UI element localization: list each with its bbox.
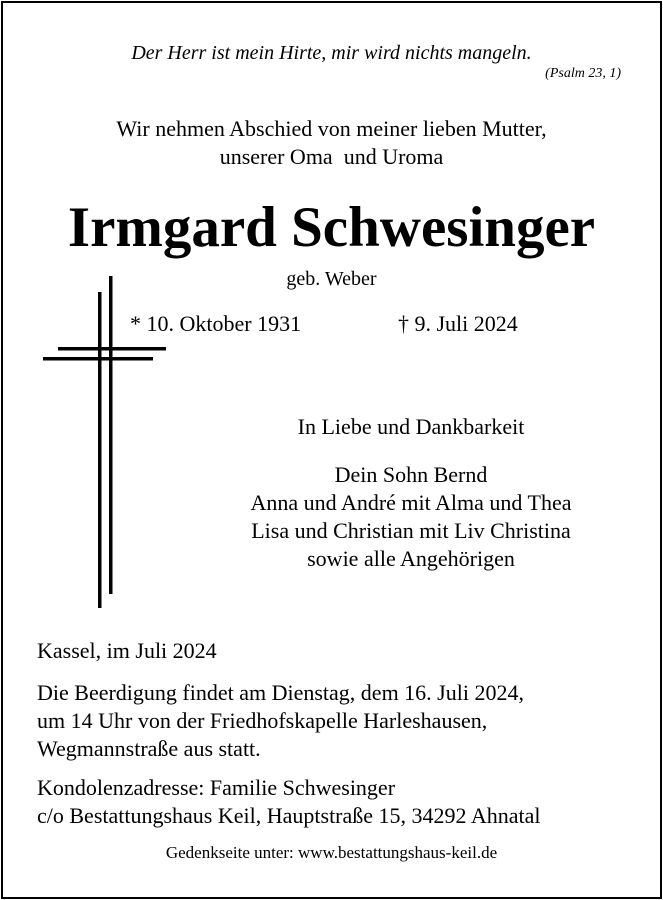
cross-vertical-left [98, 292, 102, 608]
cross-vertical-right [109, 276, 113, 594]
condolence-line-2: c/o Bestattungshaus Keil, Hauptstraße 15, 34292 Ahnatal [37, 803, 541, 828]
cross-horizontal-bottom [43, 357, 153, 361]
death-date: † 9. Juli 2024 [398, 311, 518, 336]
funeral-details [37, 679, 524, 763]
mourners-block [211, 413, 611, 573]
farewell-intro [0, 115, 663, 171]
condolence-address [37, 774, 540, 830]
funeral-line-2: um 14 Uhr von der Friedhofskapelle Harleshausen, [37, 708, 488, 733]
farewell-intro-line-2: unserer Oma und Uroma [219, 144, 444, 169]
cross-horizontal-top [58, 347, 166, 351]
cross-icon [40, 276, 180, 612]
psalm-quote: Der Herr ist mein Hirte, mir wird nichts mangeln. [131, 42, 532, 64]
deceased-name: Irmgard Schwesinger [67, 196, 596, 259]
mourner-line-3: Lisa und Christian mit Liv Christina [251, 518, 571, 543]
place-and-date: Kassel, im Juli 2024 [37, 638, 217, 663]
farewell-intro-line-1: Wir nehmen Abschied von meiner lieben Mutter, [116, 116, 547, 141]
memorial-page-link: Gedenkseite unter: www.bestattungshaus-keil.de [165, 843, 498, 862]
birth-date: * 10. Oktober 1931 [130, 311, 302, 336]
funeral-line-1: Die Beerdigung findet am Dienstag, dem 16. Juli 2024, [37, 680, 524, 705]
mourners-spacer [211, 441, 611, 461]
mourner-line-1: Dein Sohn Bernd [334, 462, 488, 487]
psalm-reference: (Psalm 23, 1) [545, 66, 621, 81]
condolence-line-1: Kondolenzadresse: Familie Schwesinger [37, 775, 396, 800]
mourner-line-2: Anna und André mit Alma und Thea [250, 490, 572, 515]
mourner-line-4: sowie alle Angehörigen [307, 546, 515, 571]
mourners-heading: In Liebe und Dankbarkeit [297, 414, 525, 439]
funeral-line-3: Wegmannstraße aus statt. [37, 736, 261, 761]
maiden-name: geb. Weber [286, 268, 377, 290]
